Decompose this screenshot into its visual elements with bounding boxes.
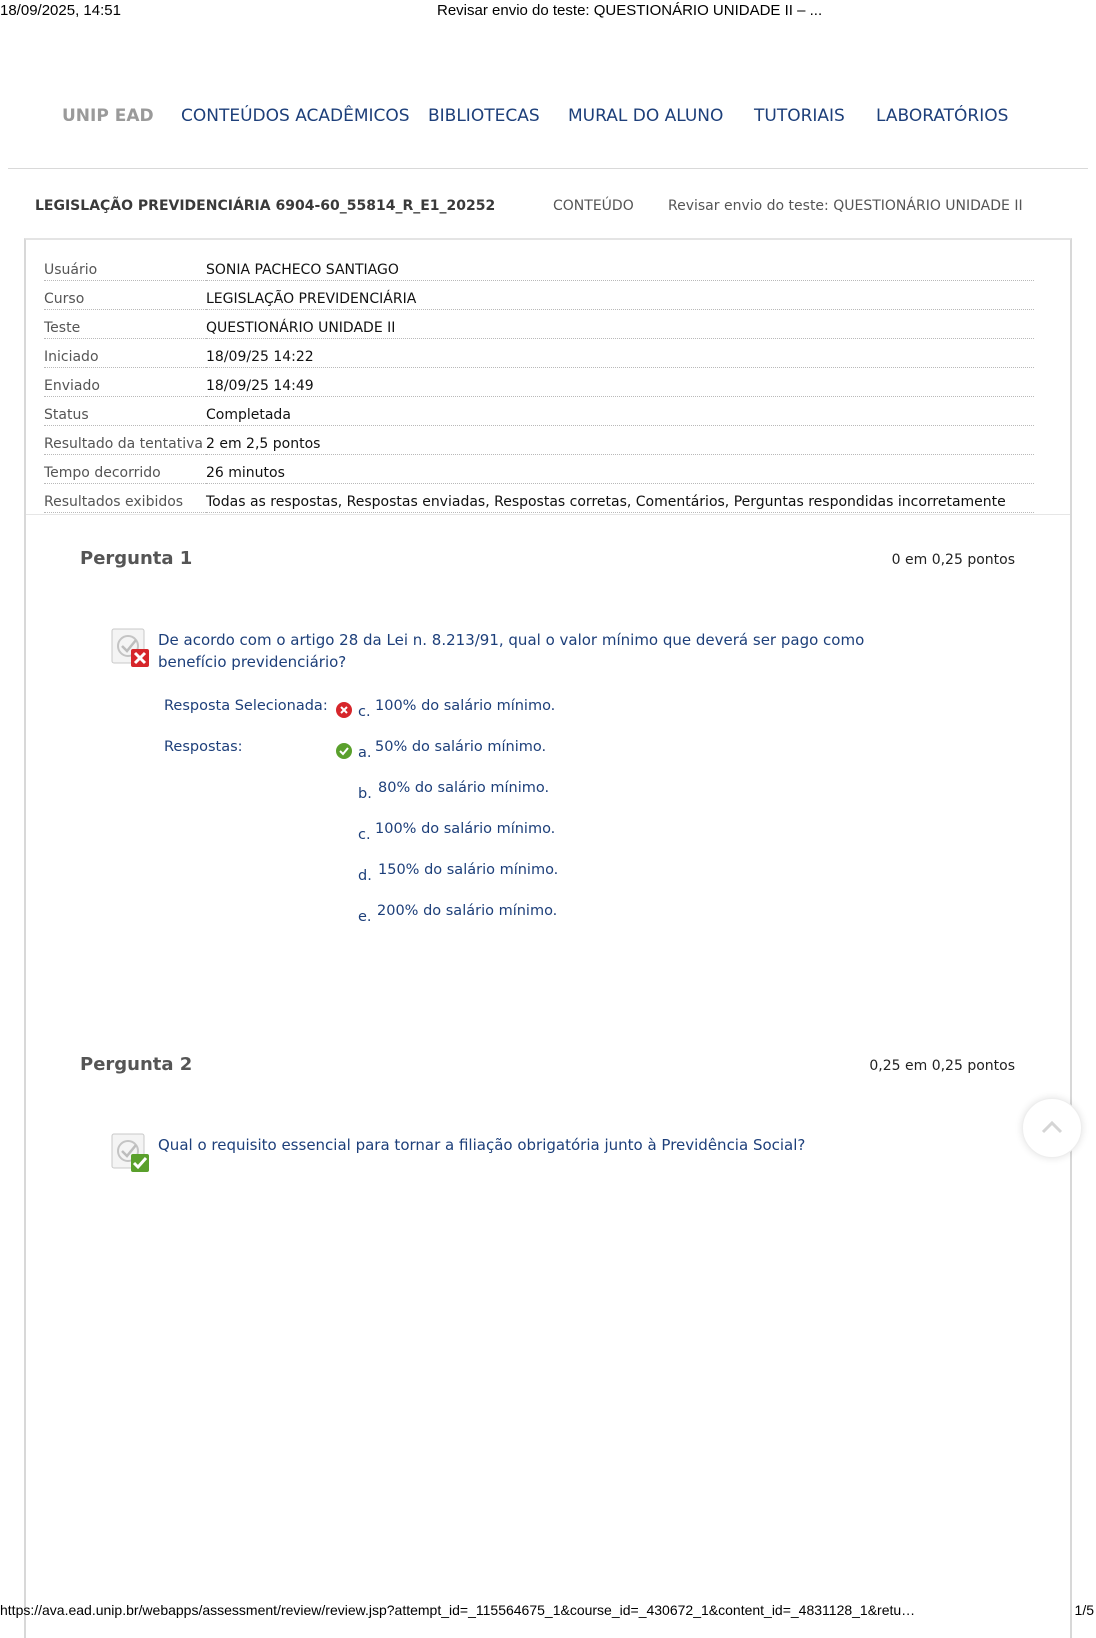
answer-letter: e.: [358, 909, 372, 925]
chevron-up-icon: [1038, 1114, 1066, 1142]
question-1-header: [80, 548, 1015, 574]
details-label: Curso: [44, 281, 206, 310]
print-header: [0, 2, 1096, 24]
print-footer: [0, 1602, 1096, 1624]
details-row: [44, 368, 1034, 397]
answer-text: 100% do salário mínimo.: [375, 821, 556, 837]
details-label: Usuário: [44, 252, 206, 281]
answer-row: [0, 821, 900, 845]
print-datetime: 18/09/2025, 14:51: [0, 2, 121, 19]
details-row: [44, 252, 1034, 281]
details-row: [44, 397, 1034, 426]
answer-letter: c.: [358, 827, 371, 843]
details-label: Iniciado: [44, 339, 206, 368]
answer-row: [0, 739, 900, 763]
answer-letter: d.: [358, 868, 372, 884]
details-value: LEGISLAÇÃO PREVIDENCIÁRIA: [206, 281, 1034, 310]
details-value: QUESTIONÁRIO UNIDADE II: [206, 310, 1034, 339]
breadcrumb-section[interactable]: CONTEÚDO: [553, 198, 634, 214]
answer-row: [0, 903, 900, 927]
question-1-body: [110, 627, 930, 677]
details-label: Enviado: [44, 368, 206, 397]
correct-icon: [336, 743, 352, 759]
nav-item-mural-do-aluno[interactable]: MURAL DO ALUNO: [568, 106, 724, 126]
selected-answer-row: [0, 698, 900, 722]
answer-letter: a.: [358, 745, 372, 761]
details-row: [44, 281, 1034, 310]
scroll-to-top-button[interactable]: [1022, 1098, 1082, 1158]
question-score: 0 em 0,25 pontos: [891, 552, 1015, 568]
details-label: Status: [44, 397, 206, 426]
answer-text: 50% do salário mínimo.: [375, 739, 547, 755]
details-row: [44, 339, 1034, 368]
question-text: De acordo com o artigo 28 da Lei n. 8.213/91, qual o valor mínimo que deverá ser pago como benefício previdenciário?: [158, 631, 865, 671]
answers-label: Respostas:: [164, 739, 243, 755]
answer-text: 200% do salário mínimo.: [377, 903, 558, 919]
top-navigation: [8, 96, 1088, 169]
question-text: Qual o requisito essencial para tornar a filiação obrigatória junto à Previdência Social?: [158, 1136, 806, 1154]
selected-answer-label: Resposta Selecionada:: [164, 698, 328, 714]
attempt-details: [26, 240, 1070, 515]
answer-letter: b.: [358, 786, 372, 802]
print-page-number: 1/5: [1074, 1602, 1094, 1618]
answer-text: 150% do salário mínimo.: [378, 862, 559, 878]
details-value: SONIA PACHECO SANTIAGO: [206, 252, 1034, 281]
nav-item-bibliotecas[interactable]: BIBLIOTECAS: [428, 106, 540, 126]
details-label: Resultado da tentativa: [44, 426, 206, 455]
breadcrumb-current: Revisar envio do teste: QUESTIONÁRIO UNIDADE II: [668, 198, 1023, 214]
breadcrumb: [35, 198, 1055, 220]
answer-row: [0, 862, 900, 886]
details-label: Resultados exibidos: [44, 484, 206, 513]
question-score: 0,25 em 0,25 pontos: [869, 1058, 1015, 1074]
print-url: https://ava.ead.unip.br/webapps/assessment/review/review.jsp?attempt_id=_115564675_1&course_id=_430672_1&content_id=_4831128_1&retu…: [0, 1602, 916, 1618]
incorrect-icon: [336, 702, 352, 718]
nav-brand-unip-ead[interactable]: UNIP EAD: [62, 106, 154, 126]
details-row: [44, 484, 1034, 513]
details-label: Teste: [44, 310, 206, 339]
question-title: Pergunta 1: [80, 548, 193, 569]
details-value: 26 minutos: [206, 455, 1034, 484]
breadcrumb-course[interactable]: LEGISLAÇÃO PREVIDENCIÁRIA 6904-60_55814_R_E1_20252: [35, 198, 496, 214]
question-2-header: [80, 1054, 1015, 1080]
details-value: 2 em 2,5 pontos: [206, 426, 1034, 455]
details-row: [44, 426, 1034, 455]
correct-icon: [110, 1132, 152, 1174]
answer-row: [0, 780, 900, 804]
answer-letter: c.: [358, 704, 371, 720]
nav-item-tutoriais[interactable]: TUTORIAIS: [754, 106, 845, 126]
print-doc-title: Revisar envio do teste: QUESTIONÁRIO UNIDADE II – ...: [437, 2, 823, 19]
answer-text: 80% do salário mínimo.: [378, 780, 550, 796]
details-value: Completada: [206, 397, 1034, 426]
details-value: Todas as respostas, Respostas enviadas, Respostas corretas, Comentários, Perguntas respondidas incorretamente: [206, 484, 1034, 513]
attempt-details-table: [44, 252, 1034, 513]
details-row: [44, 310, 1034, 339]
answer-text: 100% do salário mínimo.: [375, 698, 556, 714]
details-label: Tempo decorrido: [44, 455, 206, 484]
nav-item-laboratorios[interactable]: LABORATÓRIOS: [876, 106, 1009, 126]
details-value: 18/09/25 14:22: [206, 339, 1034, 368]
question-2-body: [110, 1132, 930, 1178]
question-title: Pergunta 2: [80, 1054, 193, 1075]
details-value: 18/09/25 14:49: [206, 368, 1034, 397]
details-row: [44, 455, 1034, 484]
nav-item-conteudos-academicos[interactable]: CONTEÚDOS ACADÊMICOS: [181, 106, 410, 126]
incorrect-icon: [110, 627, 152, 669]
